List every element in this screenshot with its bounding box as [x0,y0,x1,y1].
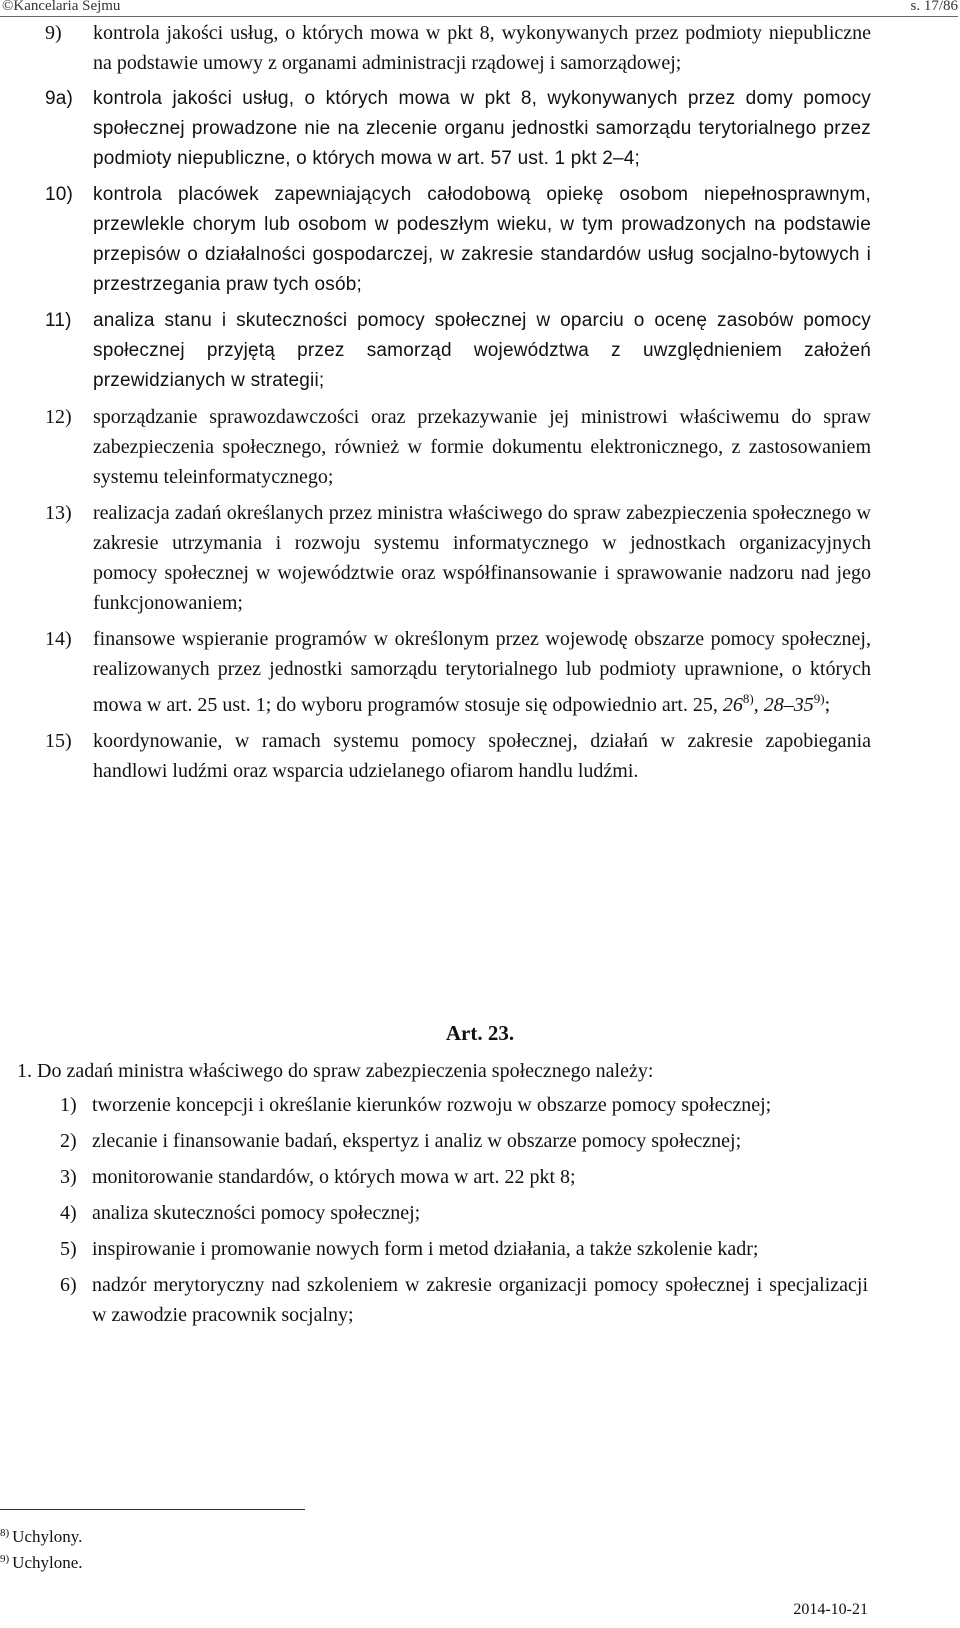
footnote-text: Uchylony. [12,1527,83,1546]
item-text: zlecanie i finansowanie badań, ekspertyz i analiz w obszarze pomocy społecznej; [92,1130,742,1152]
item-text: nadzór merytoryczny nad szkoleniem w zakresie organizacji pomocy społecznej i specjalizacji w zawodzie pracownik socjalny; [92,1274,868,1326]
article-paragraph: 1. Do zadań ministra właściwego do spraw zabezpieczenia społecznego należy: [17,1060,654,1082]
list-item [60,1234,868,1264]
item-text: sporządzanie sprawozdawczości oraz przekazywanie jej ministrowi właściwemu do spraw zabezpieczenia społecznego, również w formie dokumentu elektronicznego, z zastosowaniem systemu teleinformatycznego; [93,406,871,488]
list-item [45,84,871,174]
item-number: 9) [45,22,62,44]
list-item [60,1198,868,1228]
item-text: kontrola jakości usług, o których mowa w pkt 8, wykonywanych przez podmioty niepubliczne na podstawie umowy z organami administracji rządowej i samorządowej; [93,22,871,74]
copyright-notice: ©Kancelaria Sejmu [2,0,121,14]
item-text: monitorowanie standardów, o których mowa w art. 22 pkt 8; [92,1166,576,1188]
item-text: realizacja zadań określanych przez ministra właściwego do spraw zabezpieczenia społecznego w zakresie utrzymania i rozwoju systemu informatycznego w jednostkach organizacyjnych pomocy społecznej w województwie oraz współfinansowanie i sprawowanie nadzoru nad jego funkcjonowaniem; [93,502,871,614]
footnote-mark: 9) [0,1553,10,1565]
item-number: 9a) [45,88,74,109]
article-title: Art. 23. [445,1021,515,1045]
item-text: kontrola placówek zapewniających całodobową opiekę osobom niepełnosprawnym, przewlekle chorym lub osobom w podeszłym wieku, w tym prowadzonych na podstawie przepisów o działalności gospodarczej, w zakresie standardów usług socjalno-bytowych i przestrzegania praw tych osób; [93,184,871,295]
item-number: 15) [45,730,72,752]
header-divider [0,16,958,17]
item-number: 6) [60,1274,77,1296]
footnote-text: Uchylone. [12,1553,83,1572]
list-item [60,1090,868,1120]
item-number: 1) [60,1094,77,1116]
item-text: tworzenie koncepcji i określanie kierunków rozwoju w obszarze pomocy społecznej; [92,1094,772,1116]
list-item [45,402,871,492]
page-header [0,0,960,16]
document-date: 2014-10-21 [793,1601,868,1618]
item-number: 12) [45,406,72,428]
list-item [45,726,871,786]
article-reference: 28–35 [763,694,814,716]
footnote-mark: 8) [0,1527,10,1539]
item-number: 13) [45,502,72,524]
item-end: ; [824,694,831,716]
item-text: analiza skuteczności pomocy społecznej; [92,1202,421,1224]
footnote [0,1553,83,1573]
list-item [45,306,871,396]
footnote-reference: 9) [813,691,825,706]
item-number: 11) [45,310,72,331]
list-item [45,180,871,300]
footnote-reference: 8) [742,691,754,706]
article-reference: 26 [722,694,743,716]
item-list [45,18,871,792]
footnote-divider [0,1509,305,1510]
list-item [60,1270,868,1330]
list-item [60,1162,868,1192]
item-number: 14) [45,628,72,650]
item-text: kontrola jakości usług, o których mowa w pkt 8, wykonywanych przez domy pomocy społecznej prowadzone nie na zlecenie organu jednostki samorządu terytorialnego przez podmioty niepubliczne, o których mowa w art. 57 ust. 1 pkt 2–4; [93,88,871,169]
separator-text: , [753,694,764,716]
item-number: 4) [60,1202,77,1224]
list-item [45,498,871,618]
item-number: 3) [60,1166,77,1188]
item-text: finansowe wspieranie programów w określonym przez wojewodę obszarze pomocy społecznej, realizowanych przez jednostki samorządu terytorialnego lub podmioty uprawnione, o których mowa w art. 25 ust. 1; do wyboru programów stosuje się odpowiednio art. 25, [93,628,871,716]
item-text: inspirowanie i promowanie nowych form i metod działania, a także szkolenie kadr; [92,1238,759,1260]
list-item [60,1126,868,1156]
page-number: s. 17/86 [910,0,958,14]
item-text: analiza stanu i skuteczności pomocy społecznej w oparciu o ocenę zasobów pomocy społecznej przyjętą przez samorząd województwa z uwzględnieniem założeń przewidzianych w strategii; [93,310,871,391]
footnote [0,1527,82,1547]
list-item [45,624,871,720]
item-number: 10) [45,184,74,205]
item-text: koordynowanie, w ramach systemu pomocy społecznej, działań w zakresie zapobiegania handlowi ludźmi oraz wsparcia udzielanego ofiarom handlu ludźmi. [93,730,871,782]
item-number: 2) [60,1130,77,1152]
list-item [45,18,871,78]
item-number: 5) [60,1238,77,1260]
article-item-list [60,1090,868,1336]
